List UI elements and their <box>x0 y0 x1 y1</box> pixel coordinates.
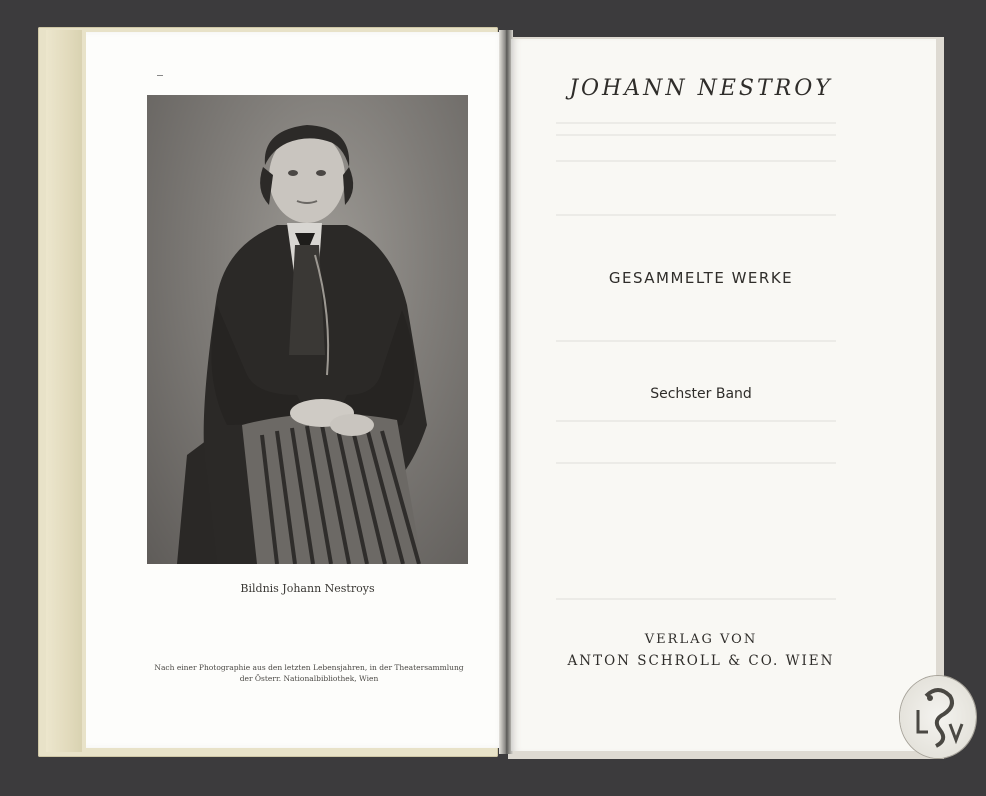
photo-source-note <box>150 662 468 684</box>
publisher-line-2: ANTON SCHROLL & CO. WIEN <box>567 653 835 669</box>
portrait-figure-icon <box>147 95 468 564</box>
cover-edge-strip <box>46 30 82 752</box>
show-through-text <box>556 160 836 162</box>
show-through-text <box>556 420 836 422</box>
show-through-text <box>556 134 836 136</box>
source-note-line-1: Nach einer Photographie aus den letzten Lebensjahren, in der Theatersammlung <box>154 663 464 672</box>
portrait-photograph <box>147 95 468 564</box>
monogram-icon <box>900 676 976 758</box>
work-title: GESAMMELTE WERKE <box>608 269 794 287</box>
author-name: JOHANN NESTROY <box>569 76 833 101</box>
show-through-text <box>556 462 836 464</box>
volume-label: Sechster Band <box>650 386 752 402</box>
bookseller-stamp-icon <box>900 676 976 758</box>
show-through-text <box>556 122 836 124</box>
show-through-text <box>556 598 836 600</box>
show-through-text <box>556 340 836 342</box>
source-note-line-2: der Österr. Nationalbibliothek, Wien <box>239 674 379 683</box>
show-through-text <box>556 214 836 216</box>
portrait-caption: Bildnis Johann Nestroys <box>240 582 375 595</box>
page-mark <box>157 75 163 76</box>
publisher-line-1: VERLAG VON <box>644 632 758 647</box>
